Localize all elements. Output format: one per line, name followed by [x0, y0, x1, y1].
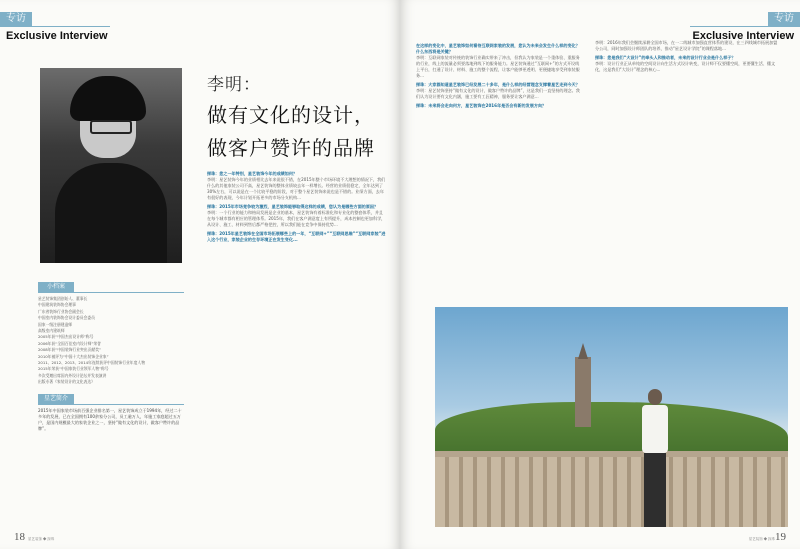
profile-item: 国家一级注册建造师: [38, 321, 73, 327]
headline-line-2: 做客户赞许的品牌: [207, 136, 375, 160]
right-qa-column-1: [416, 40, 581, 302]
bio-text: 2015年中国家装市场前百强企业排名第一，星艺装饰成立于1994年，经过二十多年的发展，已在全国拥有100余家分公司，员工逾万人，年施工家庭超过五万户，是国内规模最大的家装企业之一，坚持“做有文化的设计，做客户赞许的品牌”。: [38, 407, 182, 431]
profile-item: 2015年荣获“中国家装行业领军人物”称号: [38, 366, 109, 372]
profile-item: 广东省装饰行业协会副会长: [38, 308, 84, 314]
question: 在这样的变化中，星艺装饰如何看待互联网家装的发展，您认为未来会发生什么样的变化？什么东西将是关键？: [416, 43, 580, 54]
page-number-left: 18 星艺装饰 ◆ 探珠: [14, 531, 55, 543]
answer: 李明：互联网家装对传统的装饰行业确实带来了冲击，但我认为家装是一个重体验、重服务的行业，线上的流量必须要落地到线下的服务能力。星艺装饰通过“互联网+”的方式开设线上平台，打通了设计、材料、施工的整个流程，让客户能够更透明、更便捷地享受到家装服务...: [416, 55, 580, 78]
profile-item: 星艺装饰集团创始人、董事长: [38, 296, 88, 301]
question: 探珠：未来将会走向何方，星艺装饰在2016年是否会有新的发展方向？: [416, 103, 547, 108]
profile-item: 多次受邀出席国内外设计论坛并发表演讲: [38, 372, 107, 378]
profile-label: 小档案: [38, 282, 74, 292]
profile-item: 2006年获“全国百佳室内设计师”荣誉: [38, 340, 101, 346]
answer: 李明：2016年我们会继续深耕全国市场，在一二线城市加强直营体系的建设，在三四线城市拓展加盟分公司，同时加强设计师团队的培养，推动“星艺设计学院”的课程落地...: [595, 40, 778, 51]
answer: 李明：星艺装饰坚持“做有文化的设计，做客户赞许的品牌”，这是我们一直坚持的理念。我们认为设计要有文化内涵，施工要有工匠精神，服务要让客户满意...: [416, 88, 580, 99]
profile-list: [38, 292, 184, 386]
page-number-right: 星艺装饰 ◆ 探珠19: [748, 531, 786, 543]
answer: 李明：星艺装饰今年的业绩相比去年来说很不错，在2015年整个市场环境不大理想的情况下，我们什么的其他家装公司不高，星艺装饰的整体业绩较去年一样增长。经营的业绩很稳定，全年达到了30%左右，可以说是在一个比较平稳的阶段，对于整个星艺装饰来说也是不错的。业绩方面，去年有很好的表现，今年计划开拓更多的市场分支机构...: [207, 177, 386, 200]
question: 探珠：2015年市场竞争较为激烈，星艺装饰能够取得这样的成绩，您认为是哪些方面的原因？: [207, 204, 379, 209]
interviewee-name: 李明：: [207, 75, 261, 95]
question: 探珠：您是我们“大设计”的牵头人和推动者，未来的设计行业会是什么样子？: [595, 55, 736, 60]
question: 探珠：大家都知道星艺装饰已经发展二十多年，是什么样的经营理念支撑着星艺走到今天？: [416, 82, 580, 87]
question: 探珠：您之一年特别，星艺装饰今年的成绩如何？: [207, 171, 298, 176]
portrait-photo: [40, 68, 182, 263]
profile-item: 高级室内建筑师: [38, 328, 65, 334]
headline-line-1: 做有文化的设计，: [207, 103, 375, 127]
profile-sidebar: [38, 282, 184, 468]
left-qa-column: [207, 168, 387, 533]
profile-item: 中国建筑装饰协会理事: [38, 302, 76, 308]
profile-item: 2010年被评为“中国十大杰出装饰企业家”: [38, 353, 109, 359]
section-rule: [0, 26, 110, 27]
answer: 李明：设计行业正从单纯的空间设计向生活方式设计转变，设计师不仅要懂空间，更要懂生活、懂文化，这是我们“大设计”理念的核心...: [595, 61, 776, 72]
profile-item: 2011、2012、2013、2014年连续获评中国装饰行业年度人物: [38, 360, 145, 366]
profile-item: 2005年获“中国杰出设计师”称号: [38, 334, 94, 340]
bio-label: 星艺简介: [38, 394, 74, 404]
section-subtitle: Exclusive Interview: [692, 30, 794, 42]
section-tag: 专访: [0, 12, 32, 26]
question: 探珠：2015年星艺装饰在全国市场拓展哪些上的一年，“互联网+”“互联网思维”“互联网家装”进入这个行业，家装企业的生存环境正在发生变化...: [207, 231, 386, 242]
right-qa-column-2: [595, 40, 780, 302]
profile-item: 中国室内装饰协会设计委员会委员: [38, 315, 95, 321]
section-rule: [690, 26, 800, 27]
bridge-photo: [435, 307, 788, 527]
answer: 李明：一个行业的能力和格局发展是企业的基本，星艺装饰有着标准化和专业化的整套体系，并且在每个城市都有相应的管理体系。2015年，我们在客户满意度上有所提升，成本控制也更加科学，从设计、施工、材料到售后都严格把控，所以我们能在竞争中保持优势...: [207, 210, 386, 227]
section-subtitle: Exclusive Interview: [6, 30, 108, 42]
profile-item: 2008年获“中国装饰行业突出贡献奖”: [38, 347, 101, 353]
article-title: [207, 70, 387, 161]
profile-item: 出版专著《家装设计的文化表达》: [38, 379, 95, 385]
section-tag: 专访: [768, 12, 800, 26]
